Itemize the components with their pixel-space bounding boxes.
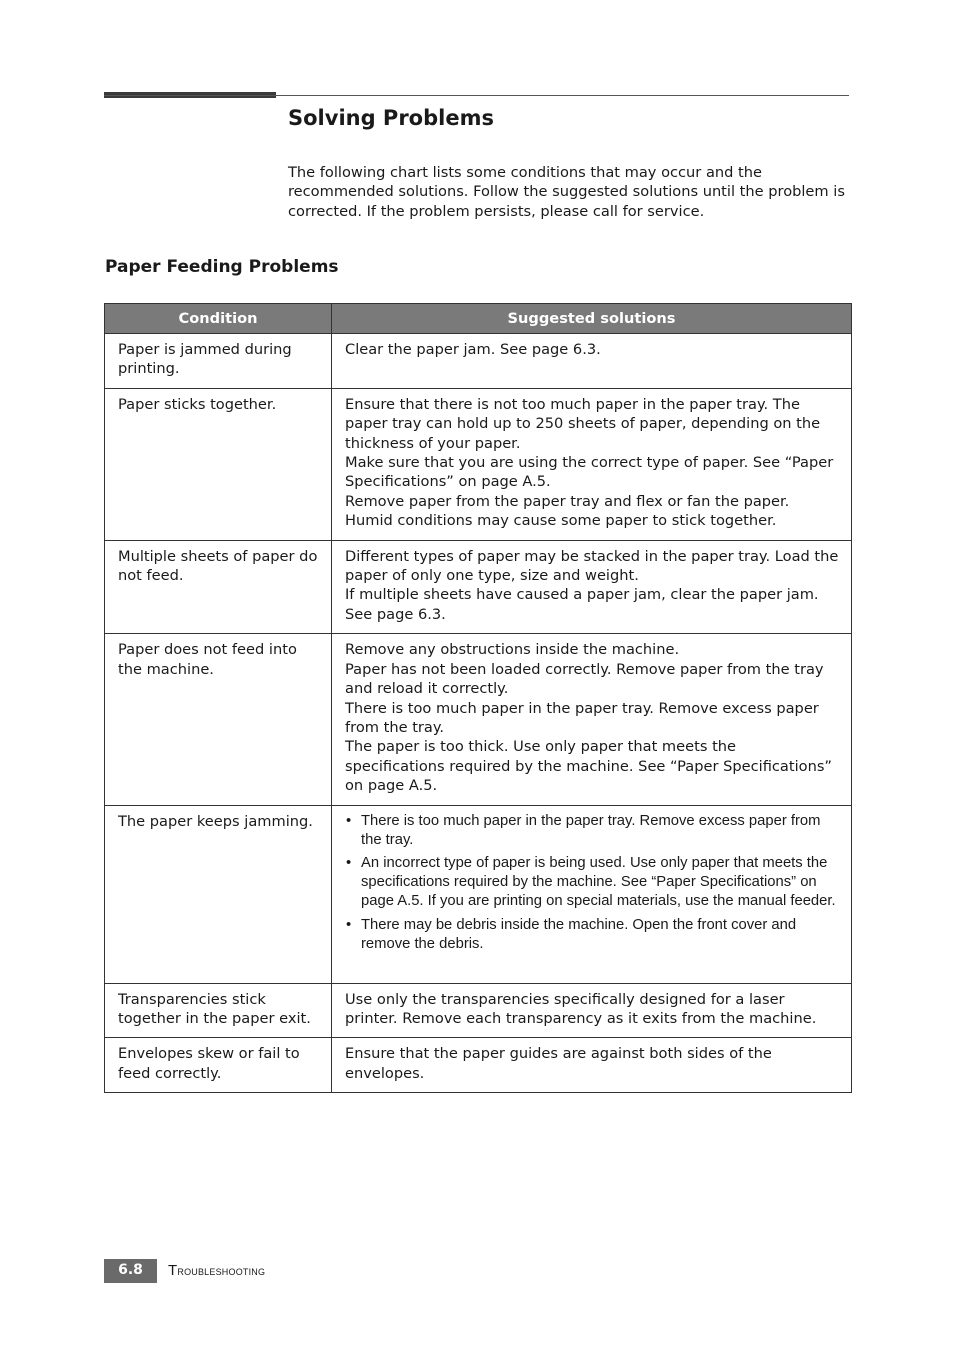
header-rule-thin xyxy=(104,95,849,96)
condition-column-header: Condition xyxy=(105,304,332,334)
condition-cell: Paper is jammed during printing. xyxy=(105,334,332,389)
bullet-text: There is too much paper in the paper tray. Remove excess paper from the tray. xyxy=(361,812,821,848)
solution-line: If multiple sheets have caused a paper jam, clear the paper jam. See page 6.3. xyxy=(345,586,819,623)
table-header-row xyxy=(105,304,852,334)
bullet-text: There may be debris inside the machine. Open the front cover and remove the debris. xyxy=(361,916,797,952)
list-item xyxy=(345,854,839,912)
table-row xyxy=(105,805,852,983)
solution-cell xyxy=(332,334,852,389)
intro-paragraph: The following chart lists some conditions that may occur and the recommended solutions. Follow the suggested solutions until the problem is corrected. If the problem persists, please call for service. xyxy=(288,164,845,220)
table-row xyxy=(105,540,852,634)
solutions-column-header: Suggested solutions xyxy=(332,304,852,334)
condition-cell: Paper sticks together. xyxy=(105,388,332,540)
condition-cell: Transparencies stick together in the paper exit. xyxy=(105,983,332,1038)
solution-cell xyxy=(332,634,852,805)
solution-line: Remove any obstructions inside the machine. xyxy=(345,641,680,659)
table-row xyxy=(105,983,852,1038)
footer-section-rest: roubleshooting xyxy=(177,1264,266,1278)
solution-line: Different types of paper may be stacked in the paper tray. Load the paper of only one type, size and weight. xyxy=(345,547,839,585)
list-item xyxy=(345,916,839,954)
list-item xyxy=(345,812,839,850)
table-row xyxy=(105,634,852,805)
solution-cell xyxy=(332,1038,852,1093)
solution-cell xyxy=(332,388,852,540)
table-row xyxy=(105,334,852,389)
condition-cell: Envelopes skew or fail to feed correctly. xyxy=(105,1038,332,1093)
condition-cell: Multiple sheets of paper do not feed. xyxy=(105,540,332,634)
section-heading: Paper Feeding Problems xyxy=(105,257,339,277)
solution-cell xyxy=(332,805,852,983)
table-row xyxy=(105,388,852,540)
solution-line: Use only the transparencies specifically designed for a laser printer. Remove each transparency as it exits from the machine. xyxy=(345,990,817,1027)
footer-section-initial: T xyxy=(168,1262,178,1279)
solution-cell xyxy=(332,540,852,634)
bullet-text: An incorrect type of paper is being used. Use only paper that meets the specifications required by the machine. See “Paper Specifications” on page A.5. If you are printing on special materials, use the manual feeder. xyxy=(361,854,836,910)
page-title: Solving Problems xyxy=(288,106,494,130)
solution-line: The paper is too thick. Use only paper that meets the specifications required by the machine. See “Paper Specifications” on page A.5. xyxy=(345,738,832,795)
table-row xyxy=(105,1038,852,1093)
condition-cell: The paper keeps jamming. xyxy=(105,805,332,983)
solution-line: Humid conditions may cause some paper to stick together. xyxy=(345,512,777,530)
paper-feeding-problems-table xyxy=(104,303,852,1093)
solution-line: Clear the paper jam. See page 6.3. xyxy=(345,341,601,358)
solution-line: Paper has not been loaded correctly. Remove paper from the tray and reload it correctly. xyxy=(345,660,824,698)
solution-line: Remove paper from the paper tray and flex or fan the paper. xyxy=(345,492,790,510)
solution-cell xyxy=(332,983,852,1038)
solution-bullet-list xyxy=(345,812,839,954)
footer-section-label xyxy=(168,1262,265,1279)
solution-line: Ensure that the paper guides are against both sides of the envelopes. xyxy=(345,1045,772,1082)
page-number-badge: 6.8 xyxy=(104,1259,157,1283)
solution-line: There is too much paper in the paper tray. Remove excess paper from the tray. xyxy=(345,699,819,736)
condition-cell: Paper does not feed into the machine. xyxy=(105,634,332,805)
bullet-icon: • xyxy=(346,854,352,871)
solution-line: Make sure that you are using the correct type of paper. See “Paper Specifications” on page A.5. xyxy=(345,454,834,491)
bullet-icon: • xyxy=(346,812,352,829)
bullet-icon: • xyxy=(346,916,352,933)
solution-line: Ensure that there is not too much paper in the paper tray. The paper tray can hold up to 250 sheets of paper, depending on the thickness of your paper. xyxy=(345,395,821,452)
